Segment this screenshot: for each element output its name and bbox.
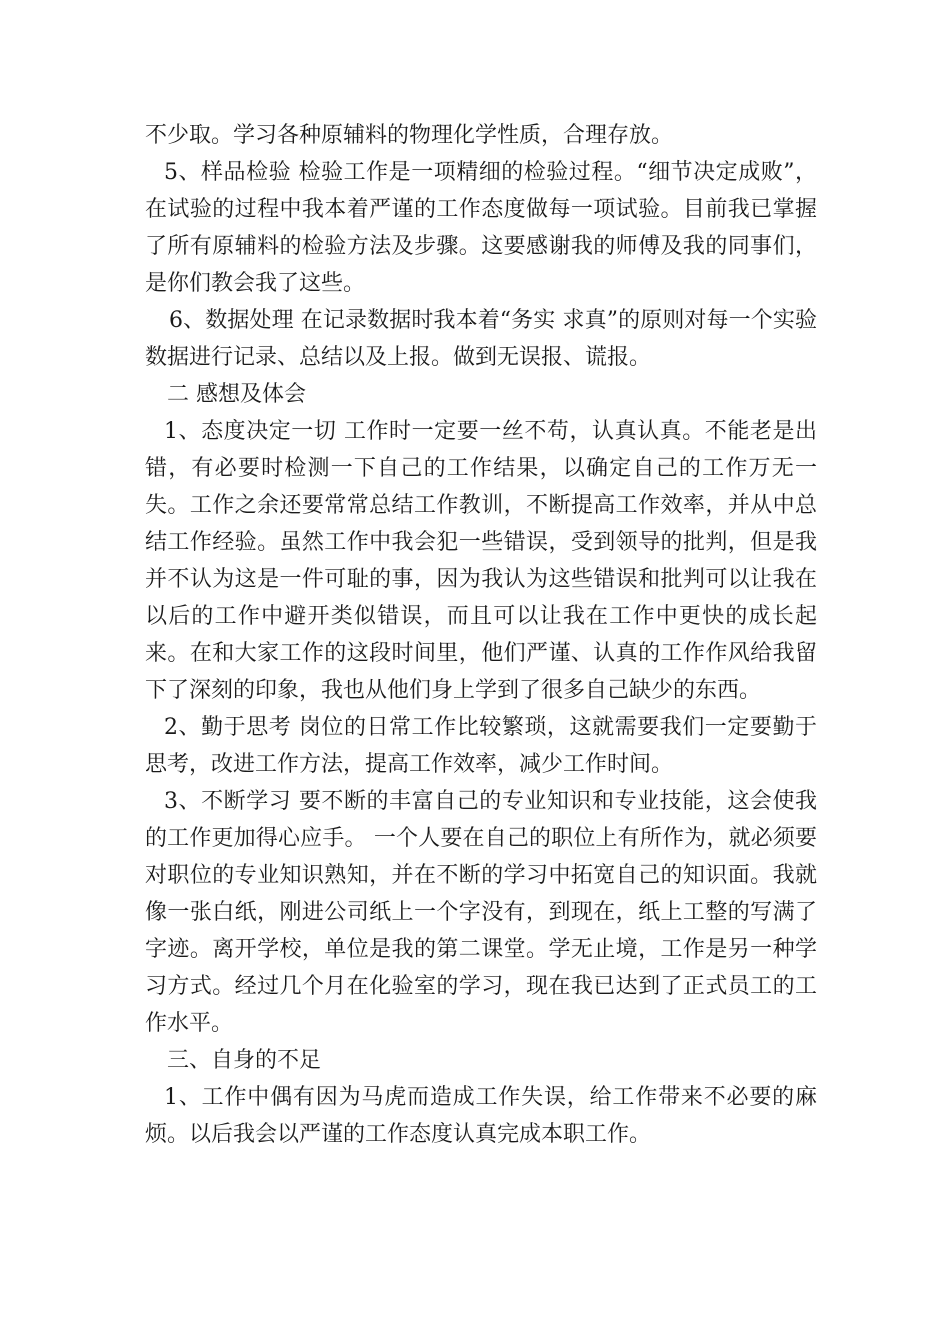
paragraph-sample-inspection: 5、样品检验 检验工作是一项精细的检验过程。“细节决定成败”，在试验的过程中我本着严谨的工作态度做每一项试验。目前我已掌握了所有原辅料的检验方法及步骤。这要感谢我的师傅及我的同事们，是你们教会我了这些。 (145, 160, 817, 296)
paragraph-data-processing: 6、数据处理 在记录数据时我本着“务实 求真”的原则对每一个实验数据进行记录、总结以及上报。做到无误报、谎报。 (145, 308, 817, 370)
paragraph-shortcoming-1: 1、工作中偶有因为马虎而造成工作失误，给工作带来不必要的麻烦。以后我会以严谨的工作态度认真完成本职工作。 (145, 1085, 817, 1147)
document-body (145, 117, 817, 1153)
paragraph-thinking: 2、勤于思考 岗位的日常工作比较繁琐，这就需要我们一定要勤于思考，改进工作方法，提高工作效率，减少工作时间。 (145, 715, 817, 777)
paragraph-attitude: 1、态度决定一切 工作时一定要一丝不苟，认真认真。不能老是出错，有必要时检测一下自己的工作结果，以确定自己的工作万无一失。工作之余还要常常总结工作教训，不断提高工作效率，并从中总结工作经验。虽然工作中我会犯一些错误，受到领导的批判，但是我并不认为这是一件可耻的事，因为我认为这些错误和批判可以让我在以后的工作中避开类似错误，而且可以让我在工作中更快的成长起来。在和大家工作的这段时间里，他们严谨、认真的工作作风给我留下了深刻的印象，我也从他们身上学到了很多自己缺少的东西。 (145, 419, 817, 703)
paragraph-learning: 3、不断学习 要不断的丰富自己的专业知识和专业技能，这会使我的工作更加得心应手。 一个人要在自己的职位上有所作为，就必须要对职位的专业知识熟知，并在不断的学习中拓宽自己的知识面。我就像一张白纸，刚进公司纸上一个字没有，到现在，纸上工整的写满了字迹。离开学校，单位是我的第二课堂。学无止境，工作是另一种学习方式。经过几个月在化验室的学习，现在我已达到了正式员工的工作水平。 (145, 789, 817, 1036)
section-heading-shortcomings: 三、自身的不足 (167, 1048, 322, 1073)
section-heading-reflections: 二 感想及体会 (167, 382, 306, 407)
paragraph-continuation: 不少取。学习各种原辅料的物理化学性质，合理存放。 (145, 123, 674, 148)
